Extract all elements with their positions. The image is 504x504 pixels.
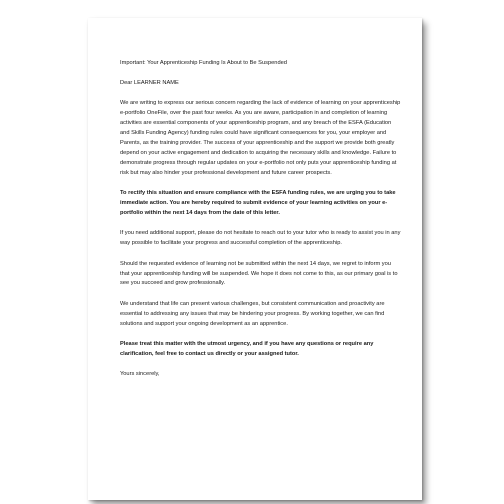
letter-paragraph-communication: We understand that life can present various challenges, but consistent communication and proactivity are essential to addressing any issues that may be hindering your progress. By working together, we can find solutions and support your ongoing development as an apprentice. [120, 300, 385, 327]
letter-salutation: Dear LEARNER NAME [120, 79, 179, 86]
letter-subject: Important: Your Apprenticeship Funding Is About to Be Suspended [120, 60, 287, 66]
letter-page [88, 18, 422, 500]
letter-paragraph-urgency: Please treat this matter with the utmost urgency, and if you have any questions or require any clarification, feel free to contact us directly or your assigned tutor. [120, 341, 374, 357]
letter-paragraph-action: To rectify this situation and ensure compliance with the ESFA funding rules, we are urging you to take immediate action. You are hereby required to submit evidence of your learning activities on your e-portfolio within the next 14 days from the date of this letter. [120, 190, 396, 216]
letter-signoff: Yours sincerely, [120, 371, 160, 378]
letter-paragraph-support: If you need additional support, please do not hesitate to reach out to your tutor who is ready to assist you in any way possible to facilitate your progress and successful completion of the apprenticeship. [120, 230, 401, 247]
letter-paragraph-suspension: Should the requested evidence of learning not be submitted within the next 14 days, we regret to inform you that your apprenticeship funding will be suspended. We hope it does not come to this, as our primary goal is to see you succeed and grow professionally. [120, 260, 398, 287]
letter-paragraph-concern: We are writing to express our serious concern regarding the lack of evidence of learning on your apprenticeship e-portfolio OneFile, over the past four weeks. As you are aware, participation in and completion of learning activities are essential components of your apprenticeship program, and any breach of the ESFA (Education and Skills Funding Agency) funding rules could have significant consequences for you, your employer and Parents, as the training provider. The success of your apprenticeship and the support we provide both greatly depend on your active engagement and dedication to acquiring the necessary skills and knowledge. Failure to demonstrate progress through regular updates on your e-portfolio not only puts your apprenticeship funding at risk but may also hinder your professional development and future career prospects. [120, 100, 401, 176]
